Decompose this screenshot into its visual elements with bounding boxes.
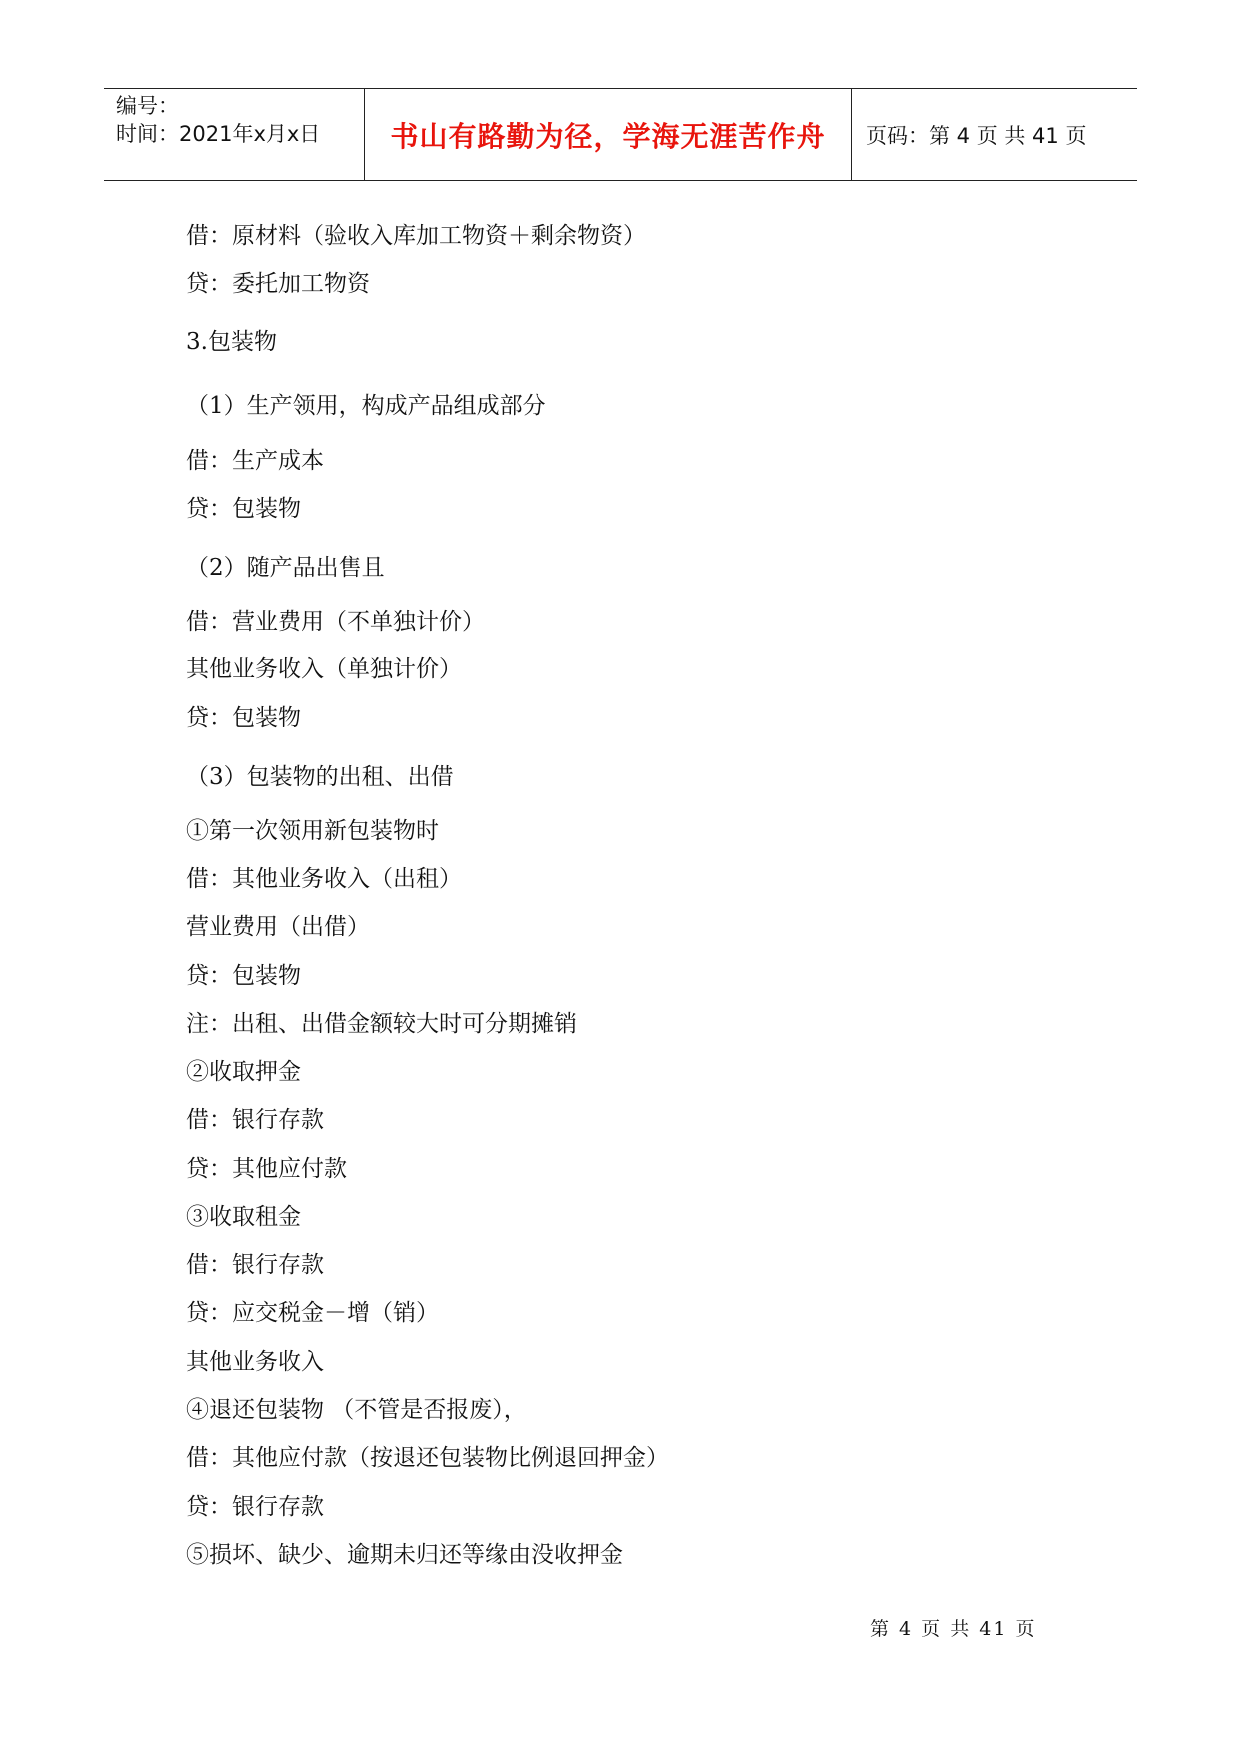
text-line: 贷：包装物 xyxy=(186,496,301,522)
text-line: ②收取押金 xyxy=(186,1059,301,1085)
text-line: 贷：包装物 xyxy=(186,705,301,731)
text-line: 借：其他业务收入（出租） xyxy=(186,866,462,892)
text-line: 贷：委托加工物资 xyxy=(186,271,370,297)
text-line: 营业费用（出借） xyxy=(186,914,370,940)
text-line: 贷：包装物 xyxy=(186,963,301,989)
doc-number-label: 编号： xyxy=(116,94,179,118)
text-line: 借：生产成本 xyxy=(186,448,324,474)
text-line: ①第一次领用新包装物时 xyxy=(186,818,439,844)
text-line: 贷：应交税金－增（销） xyxy=(186,1300,439,1326)
text-line: ③收取租金 xyxy=(186,1204,301,1230)
text-line: 其他业务收入（单独计价） xyxy=(186,656,462,682)
text-line: （3）包装物的出租、出借 xyxy=(186,764,454,790)
text-line: （2）随产品出售且 xyxy=(186,555,385,581)
text-line: 注：出租、出借金额较大时可分期摊销 xyxy=(186,1011,577,1037)
header-motto: 书山有路勤为径，学海无涯苦作舟 xyxy=(365,89,852,180)
text-line: ⑤损坏、缺少、逾期未归还等缘由没收押金 xyxy=(186,1542,623,1568)
text-line: 借：营业费用（不单独计价） xyxy=(186,609,485,635)
page-footer: 第 4 页 共 41 页 xyxy=(870,1618,1037,1640)
header-meta-cell xyxy=(104,89,365,180)
text-line: 贷：银行存款 xyxy=(186,1494,324,1520)
text-line: 贷：其他应付款 xyxy=(186,1156,347,1182)
header-page-info: 页码：第 4 页 共 41 页 xyxy=(866,123,1087,148)
page-header xyxy=(104,88,1137,181)
section-heading: 3.包装物 xyxy=(186,329,277,355)
text-line: 其他业务收入 xyxy=(186,1349,324,1375)
text-line: 借：原材料（验收入库加工物资＋剩余物资） xyxy=(186,223,646,249)
text-line: （1）生产领用，构成产品组成部分 xyxy=(186,393,546,419)
text-line: 借：其他应付款（按退还包装物比例退回押金） xyxy=(186,1445,669,1471)
text-line: ④退还包装物 （不管是否报废）， xyxy=(186,1397,527,1423)
doc-time-label: 时间：2021年x月x日 xyxy=(116,122,321,146)
text-line: 借：银行存款 xyxy=(186,1252,324,1278)
text-line: 借：银行存款 xyxy=(186,1107,324,1133)
